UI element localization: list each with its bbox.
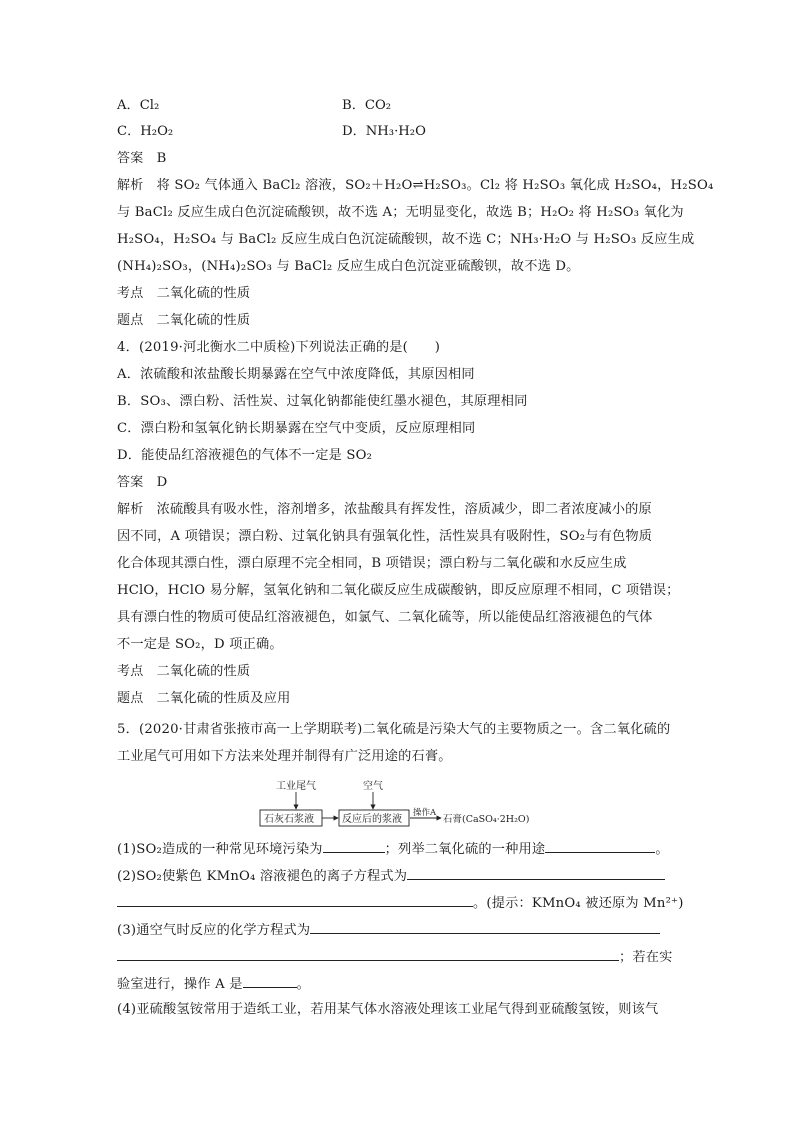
kaodian-line	[117, 284, 682, 304]
q4-answer-line	[117, 473, 682, 493]
q5-sub2-text-b: 。(提示：KMnO₄ 被还原为 Mn²⁺)	[473, 896, 684, 911]
q4-analysis-label: 解析	[117, 502, 144, 517]
q5-sub3-line-3	[117, 973, 682, 995]
tidian-value: 二氧化硫的性质	[156, 313, 251, 328]
analysis-line-4: (NH₄)₂SO₃，(NH₄)₂SO₃ 与 BaCl₂ 反应生成白色沉淀亚硫酸钡，故不选 D。	[117, 259, 580, 274]
answer-value: B	[156, 151, 167, 166]
tidian-label: 题点	[117, 313, 144, 328]
q5-sub3-blank-2[interactable]	[117, 946, 619, 961]
q5-sub3-text-c: 验室进行，操作 A 是	[117, 977, 243, 992]
q4-answer-label: 答案	[117, 475, 144, 490]
q4-analysis-line-4: HClO，HClO 易分解，氢氧化钠和二氧化碳反应生成碳酸钠，即反应原理不相同，C 项错误；	[117, 583, 680, 598]
process-flow-diagram	[258, 777, 538, 835]
q5-sub3-text-a: (3)通空气时反应的化学方程式为	[117, 923, 311, 938]
flow-input-2: 空气	[363, 781, 383, 792]
q4-stem: 4．(2019·河北衡水二中质检)下列说法正确的是( )	[117, 340, 441, 355]
answer-line	[117, 149, 682, 169]
q5-sub1-text-a: (1)SO₂造成的一种常见环境污染为	[117, 842, 323, 857]
q5-stem-line-1: 5．(2020·甘肃省张掖市高一上学期联考)二氧化硫是污染大气的主要物质之一。含二氧化硫的	[117, 722, 671, 737]
q4-analysis-line-2: 因不同，A 项错误；漂白粉、过氧化钠具有强氧化性，活性炭具有吸附性，SO₂与有色物质	[117, 529, 653, 544]
option-c: C．H₂O₂	[117, 124, 174, 139]
flow-box-1-label: 石灰石浆液	[264, 814, 314, 825]
q5-sub3-text-b: ；若在实	[619, 950, 673, 965]
q5-sub4: (4)亚硫酸氢铵常用于造纸工业，若用某气体水溶液处理该工业尾气得到亚硫酸氢铵，则该气	[117, 1002, 659, 1017]
q4-tidian-label: 题点	[117, 691, 144, 706]
q4-option-b: B．SO₃、漂白粉、活性炭、过氧化钠都能使红墨水褪色，其原理相同	[117, 394, 528, 409]
flow-input-1: 工业尾气	[276, 781, 316, 792]
q4-kaodian-line	[117, 662, 682, 682]
q4-analysis-line-5: 具有漂白性的物质可使品红溶液褪色，如氯气、二氧化硫等，所以能使品红溶液褪色的气体	[117, 610, 653, 625]
analysis-text: 将 SO₂ 气体通入 BaCl₂ 溶液，SO₂＋H₂O⇌H₂SO₃。Cl₂ 将 H₂SO₃ 氧化成 H₂SO₄，H₂SO₄	[156, 178, 714, 193]
q4-answer-value: D	[156, 475, 168, 490]
q5-sub1	[117, 838, 682, 860]
option-a: A．Cl₂	[117, 98, 160, 113]
q4-analysis-line-1	[117, 500, 682, 520]
analysis-line-3: H₂SO₄，H₂SO₄ 与 BaCl₂ 反应生成白色沉淀硫酸钡，故不选 C；NH₃·H₂O 与 H₂SO₃ 反应生成	[117, 232, 695, 247]
q5-sub1-text-b: ；列举二氧化硫的一种用途	[384, 842, 546, 857]
q4-kaodian-label: 考点	[117, 664, 144, 679]
q5-sub3-blank-1[interactable]	[310, 919, 660, 934]
q5-sub2-blank-1[interactable]	[407, 865, 665, 880]
q5-sub2-blank-2[interactable]	[117, 892, 473, 907]
q4-option-c: C．漂白粉和氢氧化钠长期暴露在空气中变质，反应原理相同	[117, 421, 476, 436]
q5-sub2-line-1	[117, 865, 682, 887]
answer-label: 答案	[117, 151, 144, 166]
analysis-line-2: 与 BaCl₂ 反应生成白色沉淀硫酸钡，故不选 A；无明显变化，故选 B；H₂O₂ 将 H₂SO₃ 氧化为	[117, 205, 684, 220]
q4-option-d: D．能使品红溶液褪色的气体不一定是 SO₂	[117, 448, 373, 463]
q5-stem-line-2: 工业尾气可用如下方法来处理并制得有广泛用途的石膏。	[117, 749, 452, 764]
kaodian-value: 二氧化硫的性质	[156, 286, 251, 301]
q5-sub1-blank-2[interactable]	[545, 838, 655, 853]
q5-sub1-text-c: 。	[655, 842, 669, 857]
q4-option-a: A．浓硫酸和浓盐酸长期暴露在空气中浓度降低，其原因相同	[117, 367, 475, 382]
q4-analysis-line-3: 化合体现其漂白性，漂白原理不完全相同，B 项错误；漂白粉与二氧化碳和水反应生成	[117, 556, 627, 571]
q5-sub2-text-a: (2)SO₂使紫色 KMnO₄ 溶液褪色的离子方程式为	[117, 869, 408, 884]
q5-sub3-blank-3[interactable]	[243, 973, 297, 988]
option-d: D．NH₃·H₂O	[342, 124, 426, 139]
q4-tidian-line	[117, 689, 682, 709]
q4-analysis-text: 浓硫酸具有吸水性，溶剂增多，浓盐酸具有挥发性，溶质减少，即二者浓度减小的原	[156, 502, 652, 517]
q5-sub3-text-d: 。	[296, 977, 310, 992]
q4-analysis-line-6: 不一定是 SO₂，D 项正确。	[117, 637, 283, 652]
q5-sub3-line-1	[117, 919, 682, 941]
kaodian-label: 考点	[117, 286, 144, 301]
tidian-line	[117, 311, 682, 331]
q5-sub2-line-2	[117, 892, 682, 914]
analysis-line-1	[117, 176, 714, 196]
q5-sub1-blank-1[interactable]	[323, 838, 385, 853]
option-b: B．CO₂	[342, 98, 392, 113]
flow-product: 石膏(CaSO₄·2H₂O)	[443, 814, 530, 825]
flow-op-label: 操作A	[413, 808, 437, 818]
q4-tidian-value: 二氧化硫的性质及应用	[156, 691, 291, 706]
q4-kaodian-value: 二氧化硫的性质	[156, 664, 251, 679]
analysis-label: 解析	[117, 178, 144, 193]
flow-box-2-label: 反应后的浆液	[342, 814, 402, 825]
q5-sub3-line-2	[117, 946, 682, 968]
